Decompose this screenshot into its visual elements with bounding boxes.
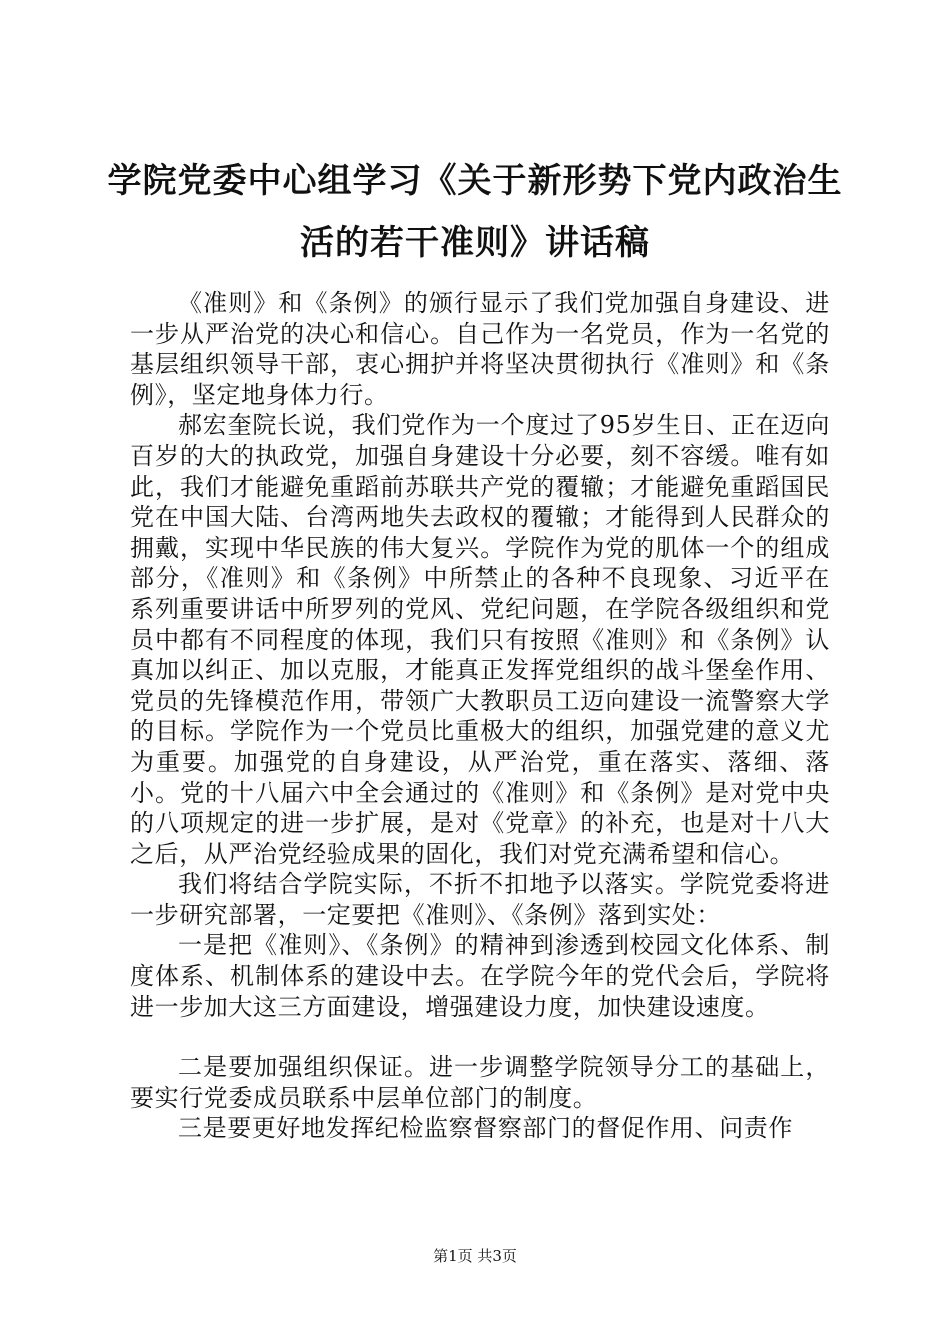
- document-body: [130, 288, 830, 1144]
- paragraph-5: 二是要加强组织保证。进一步调整学院领导分工的基础上，要实行党委成员联系中层单位部门的制度。: [130, 1053, 830, 1112]
- paragraph-2: 郝宏奎院长说，我们党作为一个度过了95岁生日、正在迈向百岁的大的执政党，加强自身建设十分必要，刻不容缓。唯有如此，我们才能避免重蹈前苏联共产党的覆辙；才能避免重蹈国民党在中国大陆、台湾两地失去政权的覆辙；才能得到人民群众的拥戴，实现中华民族的伟大复兴。学院作为党的肌体一个的组成部分，《准则》和《条例》中所禁止的各种不良现象、习近平在系列重要讲话中所罗列的党风、党纪问题，在学院各级组织和党员中都有不同程度的体现，我们只有按照《准则》和《条例》认真加以纠正、加以克服，才能真正发挥党组织的战斗堡垒作用、党员的先锋模范作用，带领广大教职员工迈向建设一流警察大学的目标。学院作为一个党员比重极大的组织，加强党建的意义尤为重要。加强党的自身建设，从严治党，重在落实、落细、落小。党的十八届六中全会通过的《准则》和《条例》是对党中央的八项规定的进一步扩展，是对《党章》的补充，也是对十八大之后，从严治党经验成果的固化，我们对党充满希望和信心。: [130, 411, 830, 868]
- paragraph-3: 我们将结合学院实际，不折不扣地予以落实。学院党委将进一步研究部署，一定要把《准则》、《条例》落到实处：: [130, 870, 830, 929]
- paragraph-1: 《准则》和《条例》的颁行显示了我们党加强自身建设、进一步从严治党的决心和信心。自己作为一名党员，作为一名党的基层组织领导干部，衷心拥护并将坚决贯彻执行《准则》和《条例》，坚定地身体力行。: [130, 289, 830, 409]
- document-title: 学院党委中心组学习《关于新形势下党内政治生活的若干准则》讲话稿: [107, 161, 843, 263]
- page-number-footer: 第1页 共3页: [433, 1247, 517, 1265]
- paragraph-6: 三是要更好地发挥纪检监察督察部门的督促作用、问责作: [178, 1114, 793, 1143]
- paragraph-4: 一是把《准则》、《条例》的精神到渗透到校园文化体系、制度体系、机制体系的建设中去。在学院今年的党代会后，学院将进一步加大这三方面建设，增强建设力度，加快建设速度。: [130, 931, 830, 1021]
